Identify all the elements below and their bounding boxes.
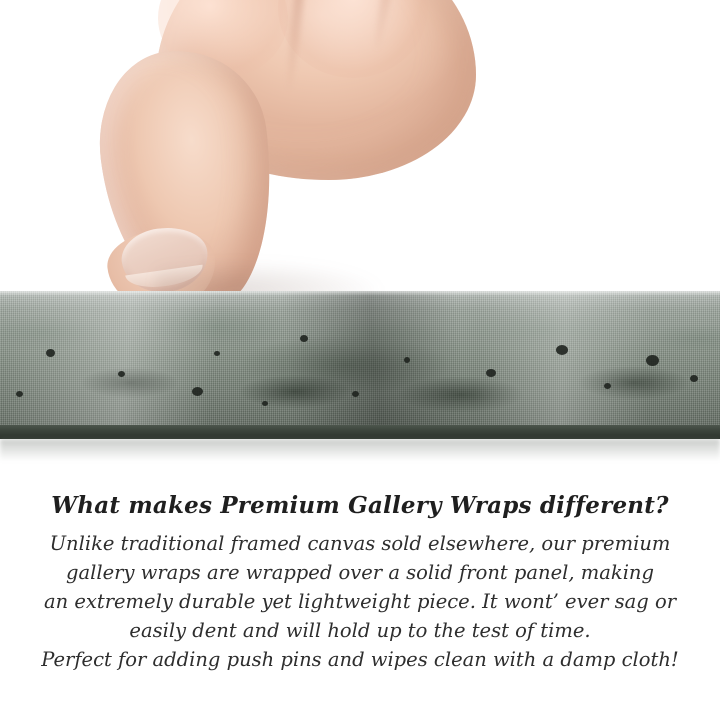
canvas-print-streaks <box>0 291 720 439</box>
canvas-speck <box>300 335 308 342</box>
canvas-speck <box>46 349 55 357</box>
wrap-drop-shadow <box>0 439 720 461</box>
caption-line: Unlike traditional framed canvas sold elsewhere, our premium <box>49 532 671 555</box>
canvas-speck <box>352 391 359 397</box>
canvas-speck <box>404 357 410 363</box>
wrap-top-highlight <box>0 291 720 296</box>
canvas-speck <box>192 387 203 396</box>
canvas-speck <box>604 383 611 389</box>
canvas-speck <box>690 375 698 382</box>
canvas-speck <box>646 355 659 366</box>
canvas-speck <box>16 391 23 397</box>
canvas-speck <box>262 401 268 406</box>
caption-line: gallery wraps are wrapped over a solid front panel, making <box>66 561 654 584</box>
caption-line: an extremely durable yet lightweight piece. It wont’ ever sag or <box>43 590 677 613</box>
caption-headline: What makes Premium Gallery Wraps different? <box>51 492 669 519</box>
hand-pressing-thumb <box>96 0 476 330</box>
canvas-speck <box>214 351 220 356</box>
gallery-wrap-edge <box>0 291 720 439</box>
caption-body <box>0 529 720 674</box>
canvas-speck <box>486 369 496 377</box>
canvas-speck <box>118 371 125 377</box>
caption-block <box>0 492 720 674</box>
caption-line: Perfect for adding push pins and wipes clean with a damp cloth! <box>41 648 679 671</box>
wrap-bottom-edge <box>0 425 720 439</box>
caption-line: easily dent and will hold up to the test of time. <box>129 619 591 642</box>
canvas-speck <box>556 345 568 355</box>
